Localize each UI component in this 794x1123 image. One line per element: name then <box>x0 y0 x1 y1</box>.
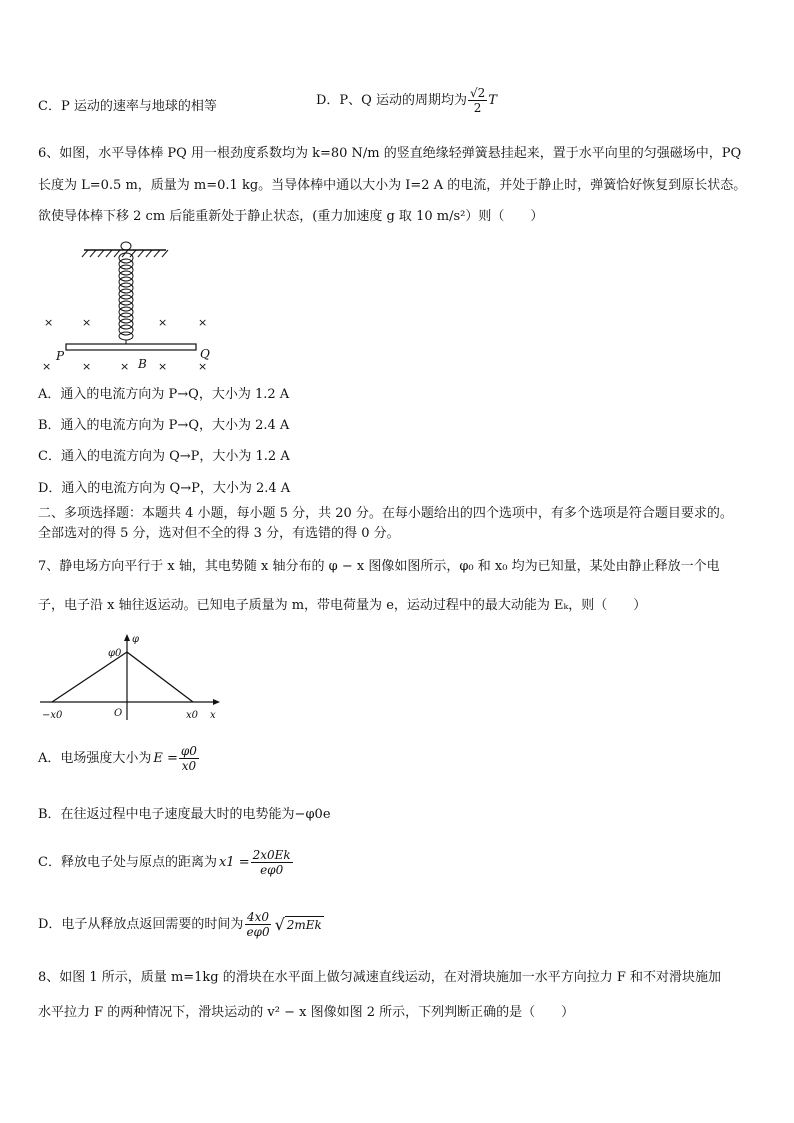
q6-stem-line3: 欲使导体棒下移 2 cm 后能重新处于静止状态，(重力加速度 g 取 10 m/s²）则（ ） <box>38 209 544 224</box>
q8-stem-line1: 8、如图 1 所示，质量 m=1kg 的滑块在水平面上做匀减速直线运动，在对滑块施加一水平方向拉力 F 和不对滑块施加 <box>38 970 722 985</box>
fraction-denominator: 2 <box>473 101 482 115</box>
q5-option-d-fraction <box>468 86 487 115</box>
x-axis-arrow <box>213 699 220 705</box>
field-cross: × <box>82 360 92 373</box>
q7-option-d <box>38 910 324 939</box>
field-cross: × <box>198 360 208 373</box>
q5-option-d-prefix: D．P、Q 运动的周期均为 <box>316 92 467 108</box>
q6-spring-figure <box>40 236 230 374</box>
q7-option-c-fraction <box>251 848 293 877</box>
phi0-label: φ0 <box>108 648 122 659</box>
q7-option-d-radicand: 2mEk <box>286 918 322 932</box>
fraction-numerator: 2x0Ek <box>252 848 291 862</box>
label-q: Q <box>200 347 210 361</box>
q8-stem-line2: 水平拉力 F 的两种情况下，滑块运动的 v² − x 图像如图 2 所示，下列判断正确的是（ ） <box>38 1005 575 1020</box>
q7-option-d-fraction <box>244 910 271 939</box>
origin-label: O <box>114 708 123 719</box>
field-cross: × <box>120 360 130 373</box>
field-cross: × <box>158 316 168 329</box>
q7-option-c <box>38 848 294 877</box>
q5-option-d-suffix: T <box>488 92 497 108</box>
fraction-numerator: 4x0 <box>246 910 270 924</box>
q7-option-c-lhs: x1 = <box>218 854 250 870</box>
fraction-numerator: √2 <box>469 86 486 100</box>
field-cross: × <box>42 360 52 373</box>
q7-option-a-prefix: A．电场强度大小为 <box>38 750 152 766</box>
phi-axis-label: φ <box>132 634 140 645</box>
q5-option-d <box>316 86 497 115</box>
q6-option-c: C．通入的电流方向为 Q→P，大小为 1.2 A <box>38 449 290 464</box>
phi-axis-arrow <box>124 634 130 641</box>
q7-option-b: B．在往返过程中电子速度最大时的电势能为−φ0e <box>38 807 331 822</box>
potential-curve <box>52 652 193 702</box>
q7-option-a-fraction <box>179 744 199 773</box>
fraction-denominator: x0 <box>181 759 197 773</box>
q5-option-c: C．P 运动的速率与地球的相等 <box>38 99 217 114</box>
conductor-rod <box>66 344 196 350</box>
field-cross: × <box>82 316 92 329</box>
q7-stem-line2: 子，电子沿 x 轴往返运动。已知电子质量为 m，带电荷量为 e，运动过程中的最大动能为 Eₖ，则（ ） <box>38 598 647 613</box>
q6-option-a: A．通入的电流方向为 P→Q，大小为 1.2 A <box>38 387 290 402</box>
q6-stem-line2: 长度为 L=0.5 m，质量为 m=0.1 kg。当导体棒中通以大小为 I=2 A 的电流，并处于静止时，弹簧恰好恢复到原长状态。 <box>38 178 747 193</box>
x-axis-label: x <box>210 710 216 721</box>
q7-option-d-prefix: D．电子从释放点返回需要的时间为 <box>38 916 244 932</box>
q7-option-c-prefix: C．释放电子处与原点的距离为 <box>38 854 217 870</box>
sqrt-sign-icon: √ <box>274 914 285 934</box>
fraction-denominator: eφ0 <box>246 925 270 939</box>
field-cross: × <box>198 316 208 329</box>
fraction-numerator: φ0 <box>180 744 197 758</box>
neg-x0-label: −x0 <box>42 710 63 721</box>
x0-label: x0 <box>186 710 199 721</box>
section2-line2: 全部选对的得 5 分，选对但不全的得 3 分，有选错的得 0 分。 <box>38 526 400 541</box>
section2-line1: 二、多项选择题：本题共 4 小题，每小题 5 分，共 20 分。在每小题给出的四个选项中，有多个选项是符合题目要求的。 <box>38 506 733 521</box>
q6-stem-line1: 6、如图，水平导体棒 PQ 用一根劲度系数均为 k=80 N/m 的竖直绝缘轻弹簧悬挂起来，置于水平向里的匀强磁场中，PQ <box>38 146 742 161</box>
q7-option-a-lhs: E = <box>153 750 178 766</box>
q6-option-b: B．通入的电流方向为 P→Q，大小为 2.4 A <box>38 418 290 433</box>
q7-stem-line1: 7、静电场方向平行于 x 轴，其电势随 x 轴分布的 φ − x 图像如图所示，φ₀ 和 x₀ 均为已知量，某处由静止释放一个电 <box>38 559 720 574</box>
q6-option-d: D．通入的电流方向为 Q→P，大小为 2.4 A <box>38 481 291 496</box>
fraction-denominator: eφ0 <box>260 863 284 877</box>
q7-option-a <box>38 744 200 773</box>
field-cross: × <box>158 360 168 373</box>
label-p: P <box>56 349 65 363</box>
label-b: B <box>138 357 147 371</box>
field-cross: × <box>44 316 54 329</box>
q7-potential-graph <box>38 630 228 726</box>
